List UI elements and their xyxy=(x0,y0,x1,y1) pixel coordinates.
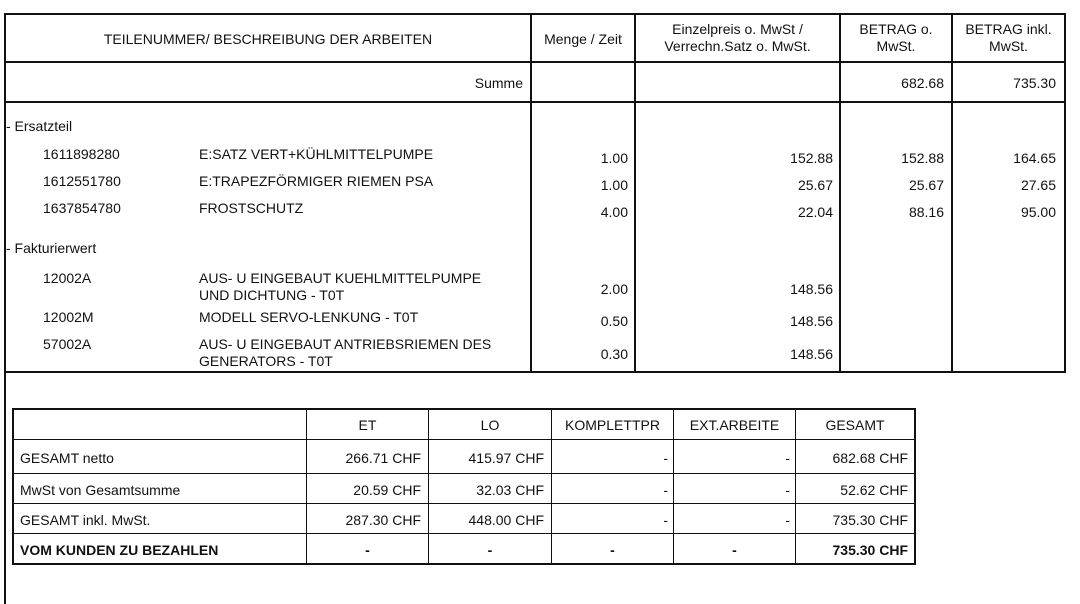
divider xyxy=(4,371,1066,373)
cell-komplettpr: - xyxy=(610,542,615,558)
divider xyxy=(4,61,1066,63)
labor-code: 12002M xyxy=(43,309,94,325)
part-number: 1637854780 xyxy=(43,200,121,216)
divider xyxy=(4,13,1066,15)
summary-header-komplettpr: KOMPLETTPR xyxy=(565,417,660,433)
header-gross-line1: BETRAG inkl. xyxy=(965,21,1052,37)
header-net-line1: BETRAG o. xyxy=(859,21,933,37)
description: E:TRAPEZFÖRMIGER RIEMEN PSA xyxy=(199,173,434,189)
unit-price: 148.56 xyxy=(790,346,833,362)
summary-header-gesamt: GESAMT xyxy=(825,417,885,433)
cell-ext-arbeite: - xyxy=(785,450,790,466)
unit-price: 152.88 xyxy=(790,150,833,166)
header-unit-price-line2: Verrechn.Satz o. MwSt. xyxy=(664,38,811,54)
header-unit-price-line1: Einzelpreis o. MwSt / xyxy=(672,21,803,37)
cell-et: - xyxy=(365,542,370,558)
sum-gross: 735.30 xyxy=(1013,75,1056,91)
cell-lo: 32.03 CHF xyxy=(476,482,544,498)
divider xyxy=(12,408,14,565)
cell-et: 287.30 CHF xyxy=(345,512,421,528)
quantity: 0.30 xyxy=(600,346,628,362)
divider xyxy=(12,533,916,534)
unit-price: 25.67 xyxy=(797,177,833,193)
cell-gesamt: 735.30 CHF xyxy=(832,512,908,528)
summary-header-et: ET xyxy=(358,417,377,433)
description: FROSTSCHUTZ xyxy=(199,200,304,216)
header-quantity: Menge / Zeit xyxy=(544,31,622,47)
section-title-fakturierwert: - Fakturierwert xyxy=(6,240,97,256)
description-line2: GENERATORS - T0T xyxy=(199,353,333,369)
divider xyxy=(12,408,916,410)
header-gross-line2: MwSt. xyxy=(989,38,1028,54)
cell-et: 20.59 CHF xyxy=(353,482,421,498)
description: AUS- U EINGEBAUT KUEHLMITTELPUMPE xyxy=(199,270,482,286)
description: AUS- U EINGEBAUT ANTRIEBSRIEMEN DES xyxy=(199,336,492,352)
unit-price: 148.56 xyxy=(790,313,833,329)
summary-header-lo: LO xyxy=(480,417,500,433)
cell-komplettpr: - xyxy=(663,482,668,498)
labor-code: 57002A xyxy=(43,336,92,352)
divider xyxy=(12,503,916,504)
quantity: 1.00 xyxy=(600,177,628,193)
quantity: 4.00 xyxy=(600,204,628,220)
net-amount: 25.67 xyxy=(908,177,944,193)
sum-label: Summe xyxy=(474,75,523,91)
sum-net: 682.68 xyxy=(901,75,944,91)
cell-lo: 448.00 CHF xyxy=(468,512,544,528)
net-amount: 152.88 xyxy=(901,150,944,166)
gross-amount: 95.00 xyxy=(1020,204,1056,220)
cell-komplettpr: - xyxy=(663,512,668,528)
unit-price: 148.56 xyxy=(790,281,833,297)
gross-amount: 27.65 xyxy=(1020,177,1056,193)
unit-price: 22.04 xyxy=(797,204,833,220)
cell-ext-arbeite: - xyxy=(732,542,737,558)
quantity: 2.00 xyxy=(600,281,628,297)
gross-amount: 164.65 xyxy=(1013,150,1056,166)
divider xyxy=(839,13,841,373)
cell-ext-arbeite: - xyxy=(785,512,790,528)
description-line2: UND DICHTUNG - T0T xyxy=(199,287,345,303)
cell-lo: 415.97 CHF xyxy=(468,450,544,466)
divider xyxy=(1064,13,1066,373)
header-net-line2: MwSt. xyxy=(876,38,916,54)
description: MODELL SERVO-LENKUNG - T0T xyxy=(199,309,419,325)
divider xyxy=(12,439,916,440)
cell-komplettpr: - xyxy=(663,450,668,466)
row-label: MwSt von Gesamtsumme xyxy=(20,482,181,498)
row-label: VOM KUNDEN ZU BEZAHLEN xyxy=(20,542,219,558)
row-label: GESAMT netto xyxy=(20,450,114,466)
cell-gesamt: 735.30 CHF xyxy=(832,542,908,558)
cell-gesamt: 52.62 CHF xyxy=(840,482,908,498)
quantity: 1.00 xyxy=(600,150,628,166)
cell-gesamt: 682.68 CHF xyxy=(832,450,908,466)
cell-ext-arbeite: - xyxy=(785,482,790,498)
page-edge xyxy=(4,373,6,604)
quantity: 0.50 xyxy=(600,313,628,329)
summary-header-ext-arbeite: EXT.ARBEITE xyxy=(689,417,780,433)
labor-code: 12002A xyxy=(43,270,92,286)
divider xyxy=(12,563,916,565)
row-label: GESAMT inkl. MwSt. xyxy=(20,512,151,528)
section-title-ersatzteil: - Ersatzteil xyxy=(6,118,73,134)
divider xyxy=(914,408,916,565)
part-number: 1611898280 xyxy=(43,146,120,162)
divider xyxy=(4,101,1066,103)
cell-lo: - xyxy=(487,542,493,558)
header-description: TEILENUMMER/ BESCHREIBUNG DER ARBEITEN xyxy=(103,31,433,47)
divider xyxy=(12,473,916,474)
description: E:SATZ VERT+KÜHLMITTELPUMPE xyxy=(199,146,434,162)
divider xyxy=(951,13,953,373)
divider xyxy=(4,13,6,373)
net-amount: 88.16 xyxy=(908,204,944,220)
cell-et: 266.71 CHF xyxy=(345,450,421,466)
part-number: 1612551780 xyxy=(43,173,121,189)
